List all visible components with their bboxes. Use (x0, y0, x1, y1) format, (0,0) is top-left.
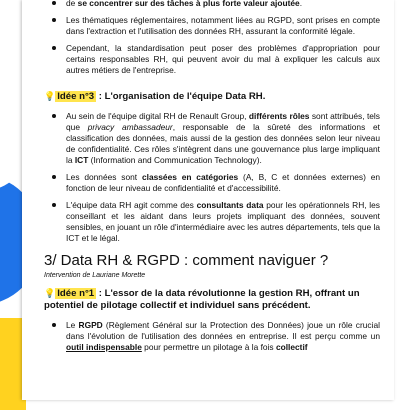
idea-1-heading: 💡 Idée n°1 : L'essor de la data révolutionne la gestion RH, offrant un potentiel de pilotage collectif et individuel sans précédent. (44, 288, 360, 311)
page-content (44, 0, 380, 359)
list-item: L'équipe data RH agit comme des consultants data pour les opérationnels RH, les conseillant et les aidant dans leurs projets impliquant des données, souvent sensibles, en jouant un rôle d'intermédiaire avec les autres départements, tels que la ICT et le légal. (66, 200, 380, 243)
list-item: Le RGPD (Règlement Général sur la Protection des Données) joue un rôle crucial dans l'évolution de l'utilisation des données en entreprise. Il est perçu comme un outil indispensable pour permettre un pilotage à la fois collectif (66, 320, 380, 352)
section-3-title: 3/ Data RH & RGPD : comment naviguer ? (44, 252, 329, 269)
list-item: Les thématiques réglementaires, notamment liées au RGPD, sont prises en compte dans l'extraction et l'utilisation des données RH, assurant la conformité légale. (66, 15, 380, 36)
list-item: de se concentrer sur des tâches à plus forte valeur ajoutée. (66, 0, 380, 9)
list-item: Les données sont classées en catégories (A, B, C et données externes) en fonction de leur niveau de confidentialité et d'accessibilité. (66, 172, 381, 193)
lightbulb-icon: 💡 (44, 91, 56, 101)
top-bullet-list (44, 0, 380, 76)
document-page (22, 0, 394, 400)
idea-3-heading: 💡 Idée n°3 : L'organisation de l'équipe Data RH. (44, 91, 266, 102)
idea-3-bullet-list (44, 111, 380, 244)
lightbulb-icon: 💡 (44, 288, 56, 298)
list-item: Au sein de l'équipe digital RH de Renault Group, différents rôles sont attribués, tels que privacy ambassadeur, responsable de la sûreté des informations et classification des données, mais aussi de la gestion des données selon leur niveau de confidentialité. Ces rôles s'intègrent dans une gouvernance plus large impliquant la ICT (Information and Communication Technology). (66, 111, 380, 165)
list-item: Cependant, la standardisation peut poser des problèmes d'appropriation pour certains responsables RH, qui peuvent avoir du mal à expliquer les calculs aux autres métiers de l'entreprise. (66, 43, 380, 75)
idea-1-bullet-list (44, 320, 380, 353)
section-3-byline: Intervention de Lauriane Morette (44, 272, 146, 279)
